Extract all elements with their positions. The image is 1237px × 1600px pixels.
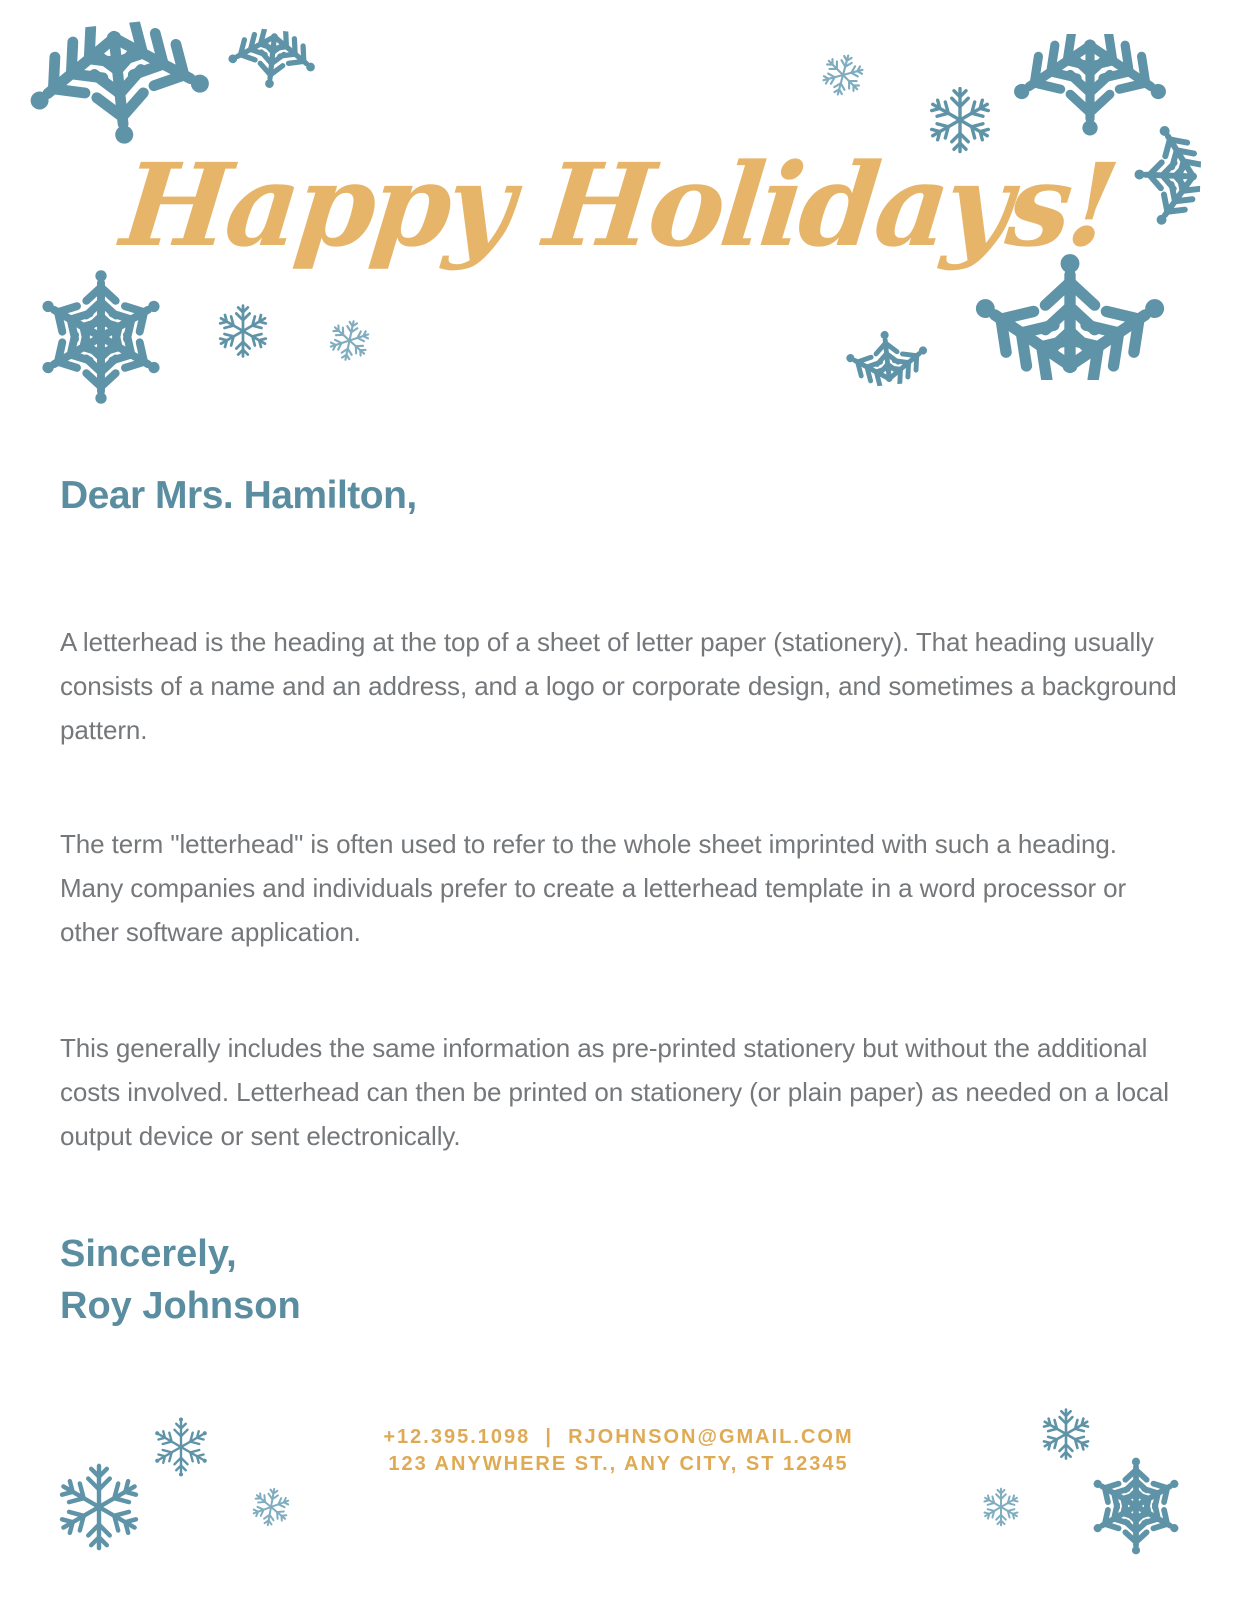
snowflake-icon	[221, 25, 323, 94]
snowflake-icon	[323, 314, 376, 367]
body-paragraph: A letterhead is the heading at the top of a sheet of letter paper (stationery). That heading usually consists of a name and an address, and a logo or corporate design, and sometimes a background pattern.	[60, 627, 1177, 745]
body-paragraph: The term "letterhead" is often used to refer to the whole sheet imprinted with such a heading. Many companies and individuals prefer to create a letterhead template in a word processor or other software application.	[60, 829, 1127, 947]
signature-name: Roy Johnson	[60, 1285, 301, 1327]
snowflake-icon	[214, 302, 272, 360]
page-title: Happy Holidays!	[115, 138, 1122, 272]
body-paragraph: This generally includes the same information as pre-printed stationery but without the additional costs involved. Letterhead can then be printed on stationery (or plain paper) as needed on a local output device or sent electronically.	[60, 1033, 1169, 1151]
greeting: Dear Mrs. Hamilton,	[60, 474, 417, 517]
signature-block	[60, 1228, 301, 1332]
snowflake-icon	[1038, 1406, 1094, 1462]
snowflake-icon	[1086, 1456, 1186, 1556]
snowflake-icon	[815, 47, 871, 103]
snowflake-icon	[247, 1483, 296, 1532]
closing-line: Sincerely,	[60, 1233, 237, 1275]
snowflake-icon	[14, 14, 224, 156]
footer-address: 123 ANYWHERE ST., ANY CITY, ST 12345	[388, 1453, 849, 1475]
snowflake-icon	[980, 1486, 1022, 1528]
snowflake-icon	[839, 325, 934, 389]
snowflake-icon	[150, 1416, 212, 1478]
snowflake-icon	[32, 268, 170, 406]
snowflake-icon	[52, 1460, 146, 1554]
footer-phone-email: +12.395.1098 | RJOHNSON@GMAIL.COM	[383, 1426, 854, 1448]
